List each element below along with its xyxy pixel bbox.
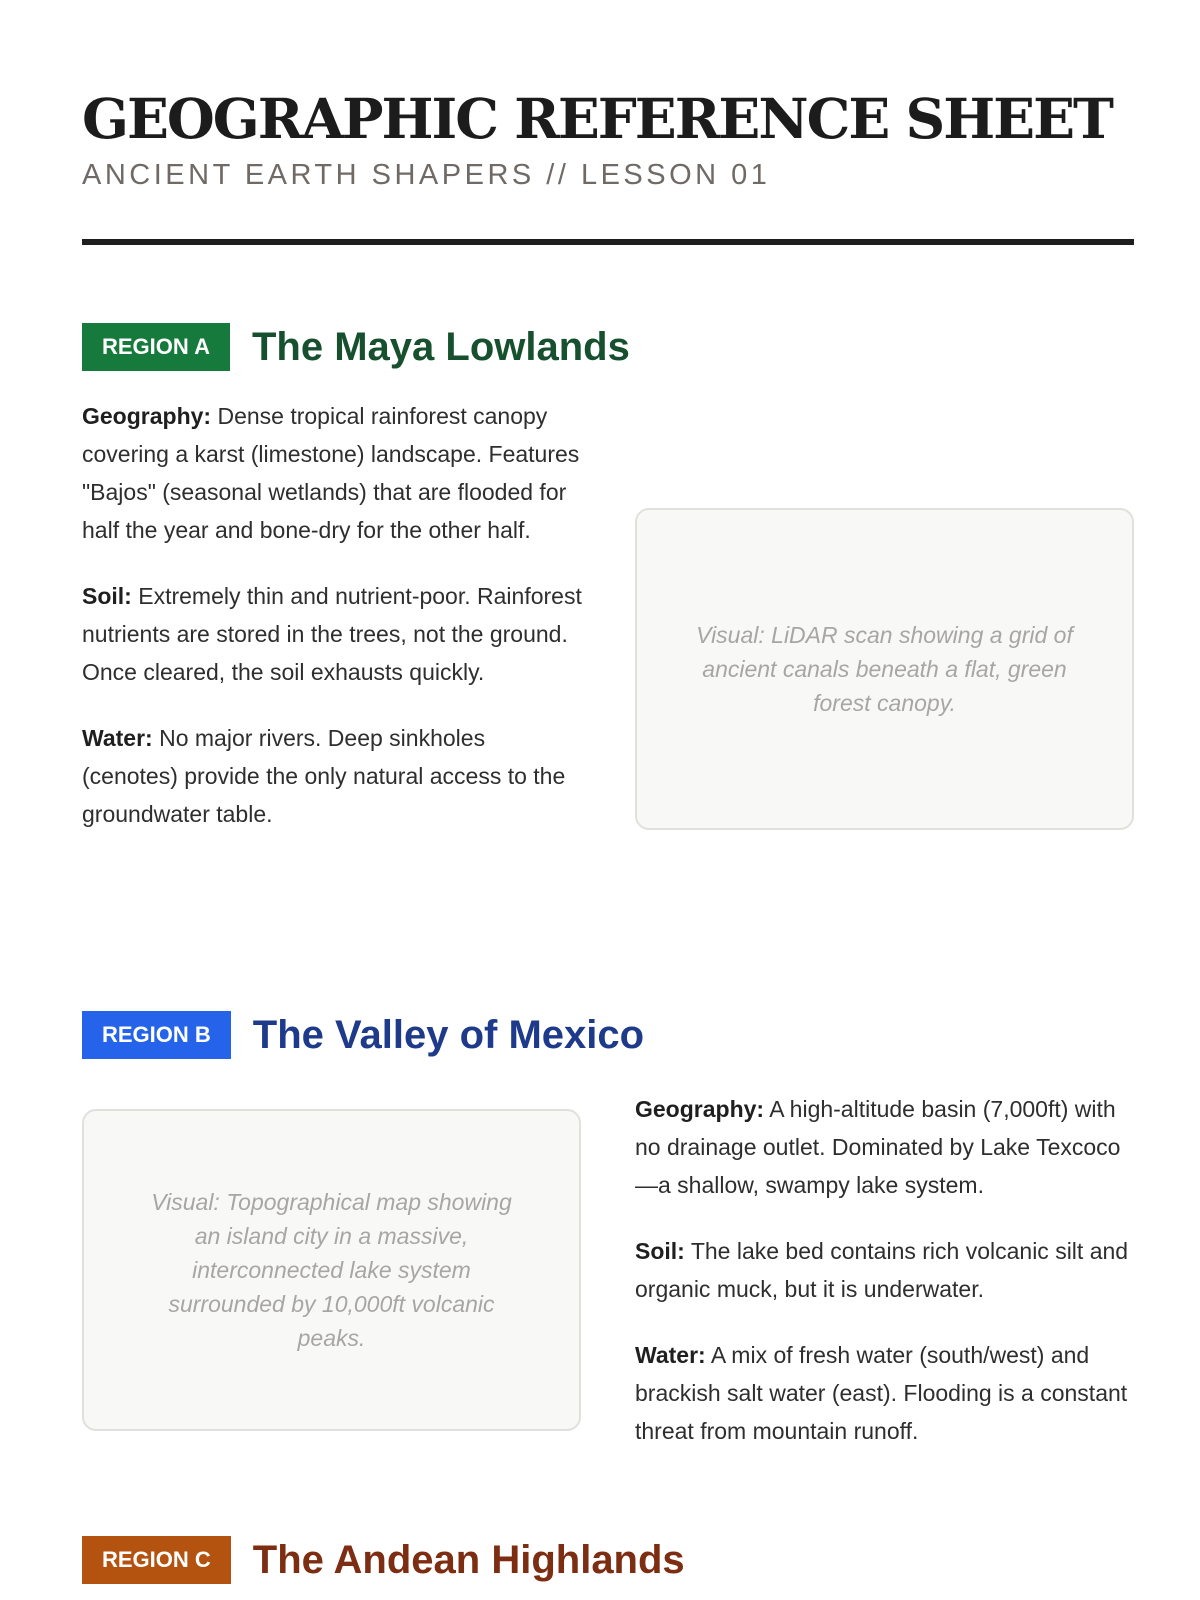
region-b-details [635,1090,1135,1478]
geography-label: Geography: [635,1096,765,1122]
sheet-header [82,84,1134,192]
soil-text: Extremely thin and nutrient-poor. Rainforest nutrients are stored in the trees, not the ground. Once cleared, the soil exhausts quickly. [82,583,582,685]
region-b-heading [82,1011,644,1059]
soil-label: Soil: [635,1238,685,1264]
geography-text: Dense tropical rainforest canopy covering a karst (limestone) landscape. Features "Bajos" (seasonal wetlands) that are flooded for half the year and bone-dry for the other half. [82,403,580,543]
region-a-details [82,397,582,861]
region-c-badge: REGION C [82,1536,231,1584]
geography-text: A high-altitude basin (7,000ft) with no drainage outlet. Dominated by Lake Texcoco—a shallow, swampy lake system. [635,1096,1121,1198]
region-c-heading [82,1536,685,1584]
region-b-badge: REGION B [82,1011,231,1059]
water-label: Water: [82,725,153,751]
region-a-badge: REGION A [82,323,230,371]
region-a-geography [82,397,582,549]
region-b-visual-placeholder [82,1109,581,1431]
soil-label: Soil: [82,583,132,609]
region-a-visual-placeholder [635,508,1134,830]
region-b-visual-caption: Visual: Topographical map showing an island city in a massive, interconnected lake system surrounded by 10,000ft volcanic peaks. [151,1189,512,1351]
page-title: GEOGRAPHIC REFERENCE SHEET [82,86,1112,151]
region-b-soil [635,1232,1135,1308]
header-divider [82,239,1134,245]
region-a-heading [82,323,630,371]
region-a-water [82,719,582,833]
geography-label: Geography: [82,403,212,429]
page-subtitle: ANCIENT EARTH SHAPERS // LESSON 01 [82,159,771,191]
region-a-soil [82,577,582,691]
soil-text: The lake bed contains rich volcanic silt and organic muck, but it is underwater. [635,1238,1129,1302]
region-a-title: The Maya Lowlands [251,325,630,369]
region-b-water [635,1336,1135,1450]
region-b-geography [635,1090,1135,1204]
region-c-title: The Andean Highlands [252,1538,685,1582]
water-text: A mix of fresh water (south/west) and brackish salt water (east). Flooding is a constant threat from mountain runoff. [635,1342,1128,1444]
water-text: No major rivers. Deep sinkholes (cenotes) provide the only natural access to the groundwater table. [82,725,566,827]
region-b-title: The Valley of Mexico [252,1013,645,1057]
water-label: Water: [635,1342,706,1368]
region-a-visual-caption: Visual: LiDAR scan showing a grid of ancient canals beneath a flat, green forest canopy. [696,622,1073,716]
